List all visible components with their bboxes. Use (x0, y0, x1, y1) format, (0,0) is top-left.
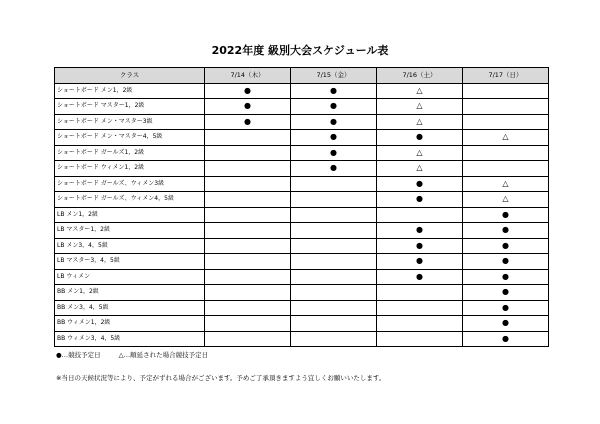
schedule-mark-cell: ● (463, 207, 549, 223)
table-row (55, 130, 549, 146)
class-name-cell: BB メン1，2級 (55, 285, 205, 301)
schedule-mark-cell: △ (463, 192, 549, 208)
schedule-mark-cell (377, 300, 463, 316)
schedule-mark-cell: ● (463, 254, 549, 270)
table-body (55, 83, 549, 347)
schedule-mark-cell: ● (205, 114, 291, 130)
legend (56, 350, 208, 359)
schedule-mark-cell (205, 192, 291, 208)
schedule-mark-cell (463, 114, 549, 130)
schedule-mark-cell: ● (377, 192, 463, 208)
schedule-mark-cell: △ (463, 176, 549, 192)
schedule-mark-cell: △ (377, 161, 463, 177)
class-name-cell: ショートボード メン・マスター3級 (55, 114, 205, 130)
schedule-mark-cell: ● (463, 285, 549, 301)
schedule-mark-cell (205, 269, 291, 285)
schedule-mark-cell: ● (463, 300, 549, 316)
schedule-mark-cell (463, 145, 549, 161)
schedule-mark-cell (205, 254, 291, 270)
schedule-mark-cell: △ (377, 83, 463, 99)
header-row (55, 68, 549, 84)
class-name-cell: ショートボード メン1，2級 (55, 83, 205, 99)
schedule-mark-cell: ● (463, 269, 549, 285)
column-header-date: 7/14（木） (205, 68, 291, 84)
footnote: ※当日の天候状況等により、予定がずれる場合がございます。予めご了承頂きますよう宜しくお願いいたします。 (56, 374, 386, 382)
schedule-mark-cell: ● (377, 269, 463, 285)
schedule-mark-cell: ● (291, 145, 377, 161)
schedule-mark-cell: △ (377, 145, 463, 161)
schedule-mark-cell (463, 161, 549, 177)
schedule-mark-cell: ● (377, 130, 463, 146)
schedule-mark-cell: ● (377, 254, 463, 270)
column-header-class: クラス (55, 68, 205, 84)
class-name-cell: BB ウィメン1，2級 (55, 316, 205, 332)
table-row (55, 145, 549, 161)
schedule-mark-cell: △ (463, 130, 549, 146)
schedule-mark-cell: △ (377, 99, 463, 115)
schedule-mark-cell (205, 300, 291, 316)
schedule-mark-cell (205, 207, 291, 223)
class-name-cell: LB マスター1，2級 (55, 223, 205, 239)
schedule-mark-cell: ● (463, 316, 549, 332)
schedule-mark-cell (291, 192, 377, 208)
schedule-mark-cell: ● (463, 331, 549, 347)
schedule-mark-cell: ● (377, 238, 463, 254)
schedule-mark-cell: △ (377, 114, 463, 130)
table-row (55, 161, 549, 177)
schedule-mark-cell (377, 331, 463, 347)
schedule-mark-cell (377, 207, 463, 223)
table-row (55, 192, 549, 208)
schedule-mark-cell (205, 238, 291, 254)
schedule-mark-cell: ● (291, 99, 377, 115)
schedule-mark-cell: ● (205, 99, 291, 115)
schedule-mark-cell: ● (291, 83, 377, 99)
class-name-cell: ショートボード ガールズ、ウィメン4，5級 (55, 192, 205, 208)
class-name-cell: ショートボード メン・マスター4，5級 (55, 130, 205, 146)
schedule-mark-cell: ● (377, 176, 463, 192)
class-name-cell: ショートボード ウィメン1，2級 (55, 161, 205, 177)
class-name-cell: LB メン3，4，5級 (55, 238, 205, 254)
table-row (55, 285, 549, 301)
legend-open: △…順延された場合競技予定日 (118, 351, 209, 359)
schedule-mark-cell (205, 145, 291, 161)
column-header-date: 7/15（金） (291, 68, 377, 84)
schedule-mark-cell (463, 83, 549, 99)
class-name-cell: BB メン3，4，5級 (55, 300, 205, 316)
schedule-mark-cell (291, 316, 377, 332)
table-row (55, 223, 549, 239)
schedule-mark-cell (291, 269, 377, 285)
table-row (55, 316, 549, 332)
schedule-mark-cell: ● (205, 83, 291, 99)
schedule-mark-cell: ● (291, 161, 377, 177)
class-name-cell: BB ウィメン3，4，5級 (55, 331, 205, 347)
column-header-date: 7/16（土） (377, 68, 463, 84)
class-name-cell: LB マスター3，4，5級 (55, 254, 205, 270)
table-row (55, 331, 549, 347)
schedule-mark-cell (205, 285, 291, 301)
schedule-mark-cell: ● (291, 114, 377, 130)
table-row (55, 99, 549, 115)
schedule-mark-cell (205, 223, 291, 239)
schedule-table (54, 67, 549, 347)
table-row (55, 300, 549, 316)
schedule-mark-cell: ● (463, 238, 549, 254)
schedule-mark-cell (205, 161, 291, 177)
table-row (55, 254, 549, 270)
schedule-mark-cell (291, 223, 377, 239)
schedule-mark-cell (205, 176, 291, 192)
table-row (55, 269, 549, 285)
schedule-mark-cell (291, 207, 377, 223)
page-title: 2022年度 級別大会スケジュール表 (211, 44, 389, 57)
table-row (55, 83, 549, 99)
table-row (55, 114, 549, 130)
schedule-mark-cell (205, 331, 291, 347)
table-row (55, 207, 549, 223)
schedule-mark-cell (291, 331, 377, 347)
column-header-date: 7/17（日） (463, 68, 549, 84)
class-name-cell: ショートボード ガールズ、ウィメン3級 (55, 176, 205, 192)
table-row (55, 176, 549, 192)
legend-filled: ●…競技予定日 (56, 351, 101, 359)
schedule-mark-cell (291, 285, 377, 301)
table-row (55, 238, 549, 254)
schedule-mark-cell (291, 300, 377, 316)
schedule-mark-cell (205, 316, 291, 332)
schedule-mark-cell (377, 285, 463, 301)
schedule-mark-cell (291, 176, 377, 192)
schedule-mark-cell: ● (377, 223, 463, 239)
class-name-cell: ショートボード ガールズ1，2級 (55, 145, 205, 161)
class-name-cell: ショートボード マスター1，2級 (55, 99, 205, 115)
schedule-mark-cell (291, 238, 377, 254)
schedule-mark-cell (291, 254, 377, 270)
class-name-cell: LB メン1，2級 (55, 207, 205, 223)
schedule-mark-cell (377, 316, 463, 332)
schedule-mark-cell (463, 99, 549, 115)
schedule-mark-cell: ● (463, 223, 549, 239)
class-name-cell: LB ウィメン (55, 269, 205, 285)
schedule-mark-cell (205, 130, 291, 146)
schedule-mark-cell: ● (291, 130, 377, 146)
